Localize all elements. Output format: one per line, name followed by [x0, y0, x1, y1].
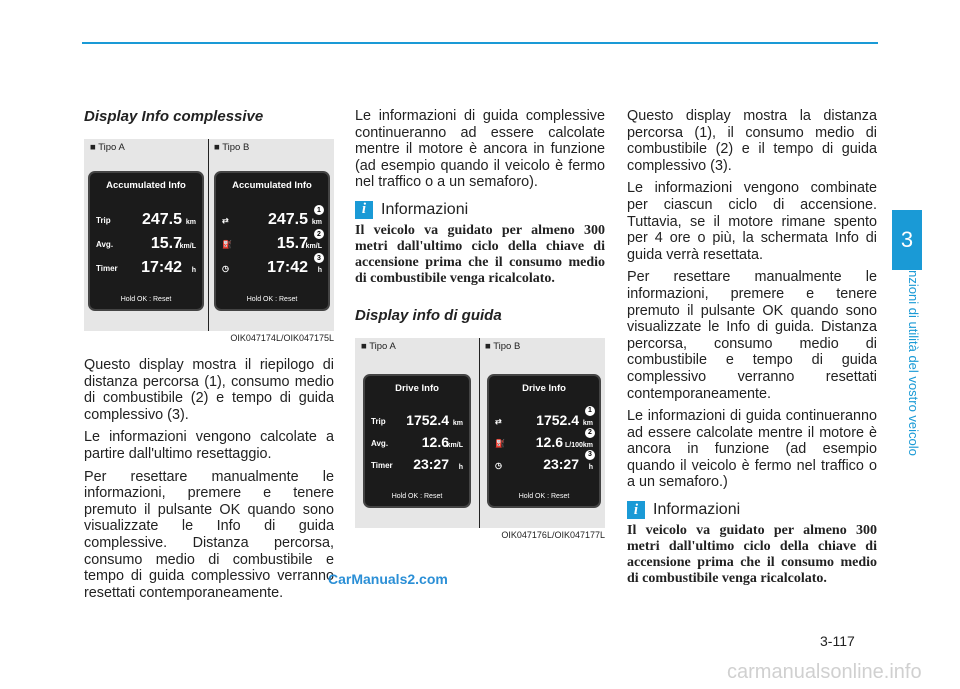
callout-2: 2: [585, 428, 595, 438]
timer-row: [371, 456, 463, 478]
timer-label: Timer: [96, 264, 118, 273]
callout-3: 3: [585, 450, 595, 460]
distance-row: [495, 407, 593, 434]
trip-row: [371, 412, 463, 434]
cluster-screen-a: [88, 171, 204, 311]
trip-unit: km: [185, 219, 196, 226]
page-number: 3-117: [820, 633, 855, 649]
distance-icon: ⇄: [495, 416, 502, 426]
timer-value: 23:27: [413, 455, 449, 472]
trip-unit: km: [452, 419, 463, 427]
figure-divider: [479, 338, 480, 528]
timer-unit: h: [191, 267, 196, 274]
distance-value: 247.5: [267, 211, 308, 228]
screen-title: Drive Info: [522, 382, 566, 394]
paragraph: Le informazioni di guida complessive continueranno ad essere calcolate mentre il motore è ancora in funzione (ad esempio quando il veicolo è fermo nel traffico o a un semaforo).: [355, 108, 605, 191]
fuel-row: [222, 230, 322, 257]
screen-title: Drive Info: [395, 382, 439, 394]
accumulated-info-figure: [84, 139, 334, 331]
section-title: Funzioni di utilità del vostro veicolo: [906, 255, 921, 456]
cluster-screen-b: [487, 374, 601, 508]
callout-1: 1: [585, 406, 595, 416]
avg-unit: km/L: [446, 441, 463, 449]
cluster-screen-a: [363, 374, 471, 508]
trip-label: Trip: [96, 216, 111, 225]
callout-3: 3: [314, 253, 324, 263]
paragraph: Questo display mostra il riepilogo di distanza percorsa (1), consumo medio di combustibile (2) e tempo di guida complessivo (3).: [84, 357, 334, 423]
avg-row: [96, 235, 196, 257]
drive-info-figure: [355, 338, 605, 528]
avg-unit: km/L: [179, 243, 196, 250]
trip-value: 1752.4: [406, 411, 449, 428]
avg-row: [371, 434, 463, 456]
avg-label: Avg.: [371, 438, 389, 448]
distance-unit: km: [311, 219, 322, 226]
paragraph: Le informazioni vengono combinate per ciascun ciclo di accensione. Tuttavia, se il motore rimane spento per 4 ore o più, la schermata Info di guida verrà resettata.: [627, 180, 877, 263]
info-body: Il veicolo va guidato per almeno 300 metri dall'ultimo ciclo della chiave di accensione prima che il consumo medio di combustibile venga ricalcolato.: [627, 523, 877, 587]
info-title: Informazioni: [381, 200, 469, 218]
time-unit: h: [317, 267, 322, 274]
watermark-top[interactable]: CarManuals2.com: [328, 571, 448, 587]
paragraph: Per resettare manualmente le informazioni, premere e tenere premuto il pulsante OK quando sono visualizzate le Info di guida. Distanza percorsa, consumo medio di combustibile e tempo di guida complessivo verranno resettati contemporaneamente.: [627, 269, 877, 402]
trip-label: Trip: [371, 416, 386, 426]
fuel-row: [495, 429, 593, 456]
info-body: Il veicolo va guidato per almeno 300 metri dall'ultimo ciclo della chiave di accensione prima che il consumo medio di combustibile venga ricalcolato.: [355, 222, 605, 286]
column-2: [355, 108, 605, 554]
fuel-pump-icon: ⛽: [222, 240, 232, 249]
figure-code: OIK047176L/OIK047177L: [501, 529, 605, 540]
callout-1: 1: [314, 205, 324, 215]
distance-row: [222, 206, 322, 233]
watermark-bottom: carmanualsonline.info: [727, 661, 922, 683]
info-title: Informazioni: [653, 501, 741, 519]
trip-value: 247.5: [141, 211, 182, 228]
figure-divider: [208, 139, 209, 331]
info-header: [355, 201, 605, 219]
fuel-value: 15.7: [276, 235, 308, 252]
fuel-unit: L/100km: [564, 441, 593, 449]
hold-reset-hint: Hold OK : Reset: [391, 492, 443, 500]
info-header: [627, 501, 877, 519]
hold-reset-hint: Hold OK : Reset: [518, 492, 570, 500]
paragraph: Questo display mostra la distanza percorsa (1), il consumo medio di combustibile (2) e il tempo di guida complessivo (3).: [627, 108, 877, 174]
clock-icon: ◷: [495, 460, 502, 470]
avg-label: Avg.: [96, 240, 114, 249]
avg-value: 12.6: [421, 433, 449, 450]
hold-reset-hint: Hold OK : Reset: [120, 296, 172, 303]
avg-value: 15.7: [150, 235, 182, 252]
time-row: [222, 254, 322, 281]
paragraph: Le informazioni di guida continueranno ad essere calcolate mentre il motore è ancora in funzione (ad esempio quando il veicolo è fermo nel traffico o a un semaforo.): [627, 408, 877, 491]
figure-code: OIK047174L/OIK047175L: [230, 333, 334, 343]
type-b-label: ■ Tipo B: [485, 340, 521, 352]
section-heading: Display Info complessive: [84, 108, 264, 125]
fuel-value: 12.6: [535, 433, 563, 450]
hold-reset-hint: Hold OK : Reset: [246, 296, 298, 303]
timer-value: 17:42: [141, 259, 182, 276]
timer-unit: h: [458, 463, 463, 471]
trip-row: [96, 211, 196, 233]
timer-row: [96, 259, 196, 281]
type-a-label: ■ Tipo A: [361, 340, 396, 352]
paragraph: Per resettare manualmente le informazioni, premere e tenere premuto il pulsante OK quando sono visualizzate le Info di guida complessive. Distanza percorsa, consumo medio di combustibile e tempo di guida complessivo verranno resettati contemporaneamente.: [84, 468, 334, 601]
type-a-label: ■ Tipo A: [90, 142, 125, 153]
info-icon: i: [627, 501, 645, 519]
info-icon: i: [355, 201, 373, 219]
header-rule: [82, 42, 878, 44]
fuel-unit: km/L: [305, 243, 322, 250]
screen-title: Accumulated Info: [232, 180, 312, 191]
column-3: [627, 108, 877, 597]
distance-icon: ⇄: [222, 216, 229, 225]
type-b-label: ■ Tipo B: [214, 142, 250, 153]
column-1: [84, 108, 334, 607]
distance-value: 1752.4: [536, 411, 579, 428]
paragraph: Le informazioni vengono calcolate a partire dall'ultimo resettaggio.: [84, 429, 334, 462]
clock-icon: ◷: [222, 264, 229, 273]
screen-title: Accumulated Info: [106, 180, 186, 191]
time-row: [495, 451, 593, 478]
fuel-pump-icon: ⛽: [495, 438, 505, 448]
time-unit: h: [588, 463, 593, 471]
callout-2: 2: [314, 229, 324, 239]
cluster-screen-b: [214, 171, 330, 311]
timer-label: Timer: [371, 460, 393, 470]
time-value: 17:42: [267, 259, 308, 276]
distance-unit: km: [582, 419, 593, 427]
section-heading: Display info di guida: [355, 306, 502, 324]
chapter-number: 3: [900, 227, 914, 252]
time-value: 23:27: [543, 455, 579, 472]
